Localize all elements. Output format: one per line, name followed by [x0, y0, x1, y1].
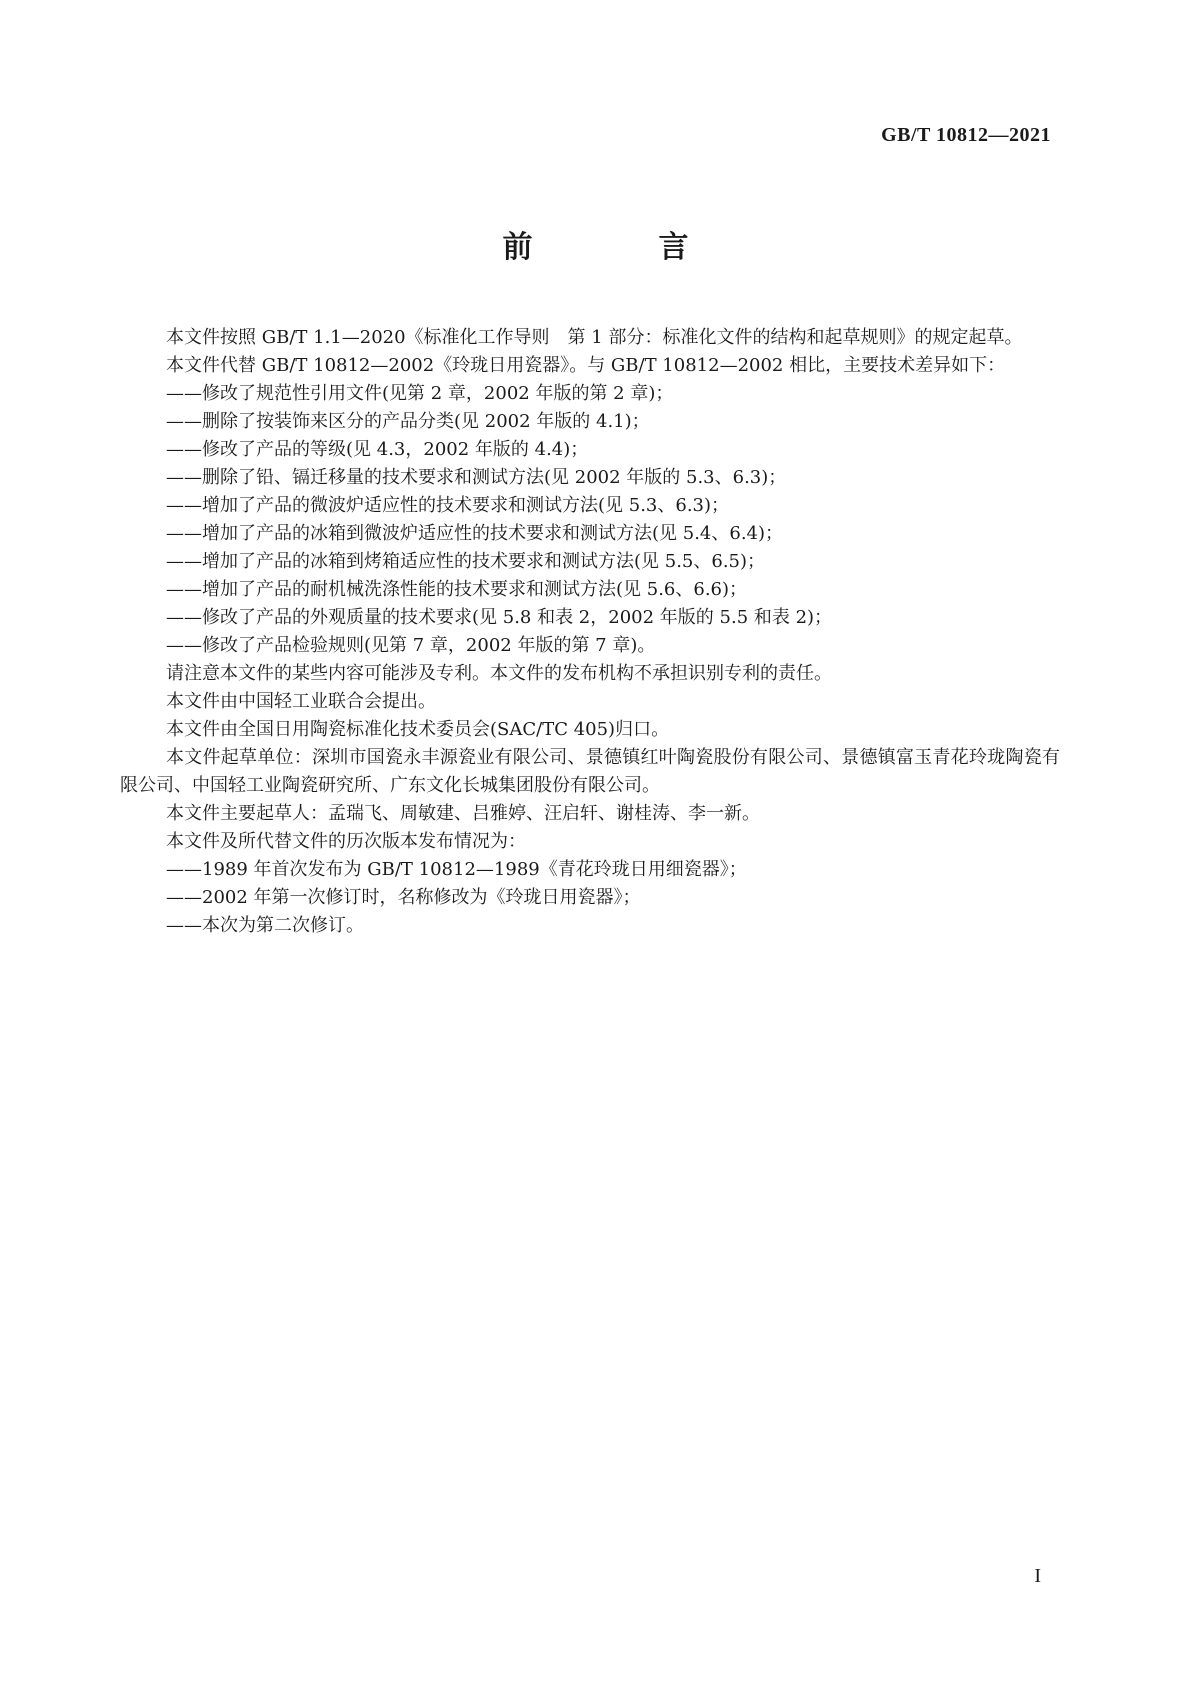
drafters: 本文件主要起草人：孟瑞飞、周敏建、吕雅婷、汪启轩、谢桂涛、李一新。 [166, 803, 760, 824]
change-item: ——修改了产品的外观质量的技术要求(见 5.8 和表 2，2002 年版的 5.5 和表 2)； [166, 607, 833, 628]
change-item: ——增加了产品的冰箱到烤箱适应性的技术要求和测试方法(见 5.5、6.5)； [166, 551, 766, 572]
drafting-units: 本文件起草单位：深圳市国瓷永丰源瓷业有限公司、景德镇红叶陶瓷股份有限公司、景德镇富玉青花玲珑陶瓷有限公司、中国轻工业陶瓷研究所、广东文化长城集团股份有限公司。 [120, 747, 1060, 796]
patent-notice: 请注意本文件的某些内容可能涉及专利。本文件的发布机构不承担识别专利的责任。 [166, 663, 832, 684]
change-item: ——增加了产品的微波炉适应性的技术要求和测试方法(见 5.3、6.3)； [166, 495, 730, 516]
change-item: ——修改了产品检验规则(见第 7 章，2002 年版的第 7 章)。 [166, 635, 656, 656]
change-item: ——修改了规范性引用文件(见第 2 章，2002 年版的第 2 章)； [166, 383, 674, 404]
intro-paragraph: 本文件按照 GB/T 1.1—2020《标准化工作导则 第 1 部分：标准化文件的结构和起草规则》的规定起草。 [166, 327, 1023, 348]
change-item: ——删除了按装饰来区分的产品分类(见 2002 年版的 4.1)； [166, 411, 650, 432]
change-item: ——修改了产品的等级(见 4.3，2002 年版的 4.4)； [166, 439, 589, 460]
intro-paragraph: 本文件代替 GB/T 10812—2002《玲珑日用瓷器》。与 GB/T 10812—2002 相比，主要技术差异如下： [166, 355, 1006, 376]
history-intro: 本文件及所代替文件的历次版本发布情况为： [166, 831, 526, 852]
page-title: 前 言 [502, 230, 737, 265]
committee-statement: 本文件由全国日用陶瓷标准化技术委员会(SAC/TC 405)归口。 [166, 719, 670, 740]
proposer-statement: 本文件由中国轻工业联合会提出。 [166, 691, 436, 712]
history-item: ——本次为第二次修订。 [166, 915, 364, 936]
change-item: ——删除了铅、镉迁移量的技术要求和测试方法(见 2002 年版的 5.3、6.3)； [166, 467, 787, 488]
page-number: I [1034, 1565, 1041, 1587]
change-item: ——增加了产品的冰箱到微波炉适应性的技术要求和测试方法(见 5.4、6.4)； [166, 523, 784, 544]
standard-number: GB/T 10812—2021 [881, 124, 1051, 146]
change-item: ——增加了产品的耐机械洗涤性能的技术要求和测试方法(见 5.6、6.6)； [166, 579, 748, 600]
foreword-body [120, 324, 1060, 940]
history-item: ——1989 年首次发布为 GB/T 10812—1989《青花玲珑日用细瓷器》； [166, 859, 747, 880]
history-item: ——2002 年第一次修订时，名称修改为《玲珑日用瓷器》； [166, 887, 641, 908]
